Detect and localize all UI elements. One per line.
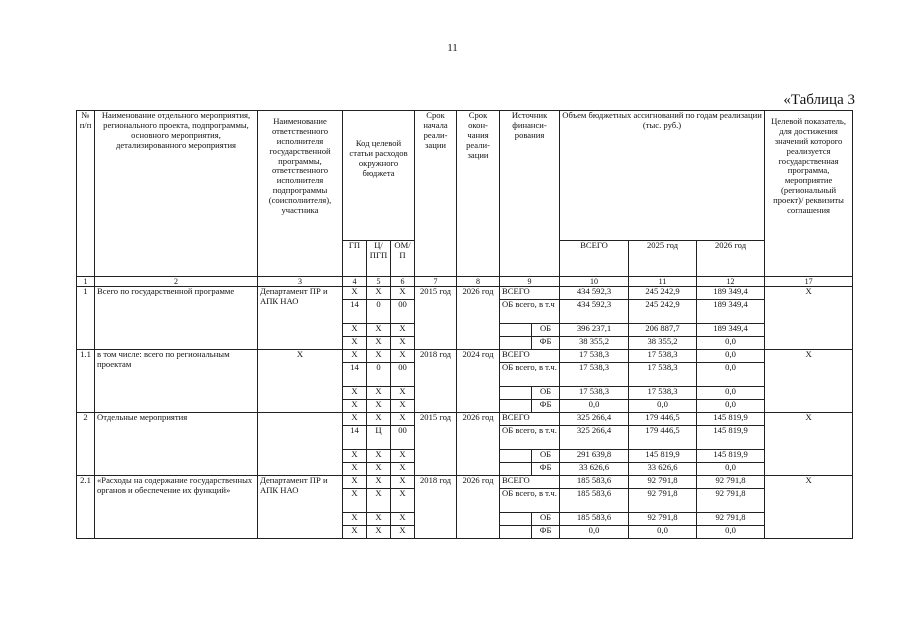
value-2026: 0,0 [697,363,765,387]
row-name: Всего по государственной программе [95,287,258,350]
code-om: 00 [391,426,415,450]
code-cpgp: Х [367,489,391,513]
code-cpgp: Х [367,287,391,300]
header-start: Срок начала реали- зации [415,111,457,277]
code-gp: Х [343,463,367,476]
code-cpgp: Х [367,463,391,476]
value-2025: 92 791,8 [629,476,697,489]
value-2025: 92 791,8 [629,513,697,526]
code-gp: Х [343,387,367,400]
code-om: Х [391,287,415,300]
code-om: Х [391,513,415,526]
value-2025: 206 887,7 [629,324,697,337]
row-responsible: Х [258,350,343,413]
value-total: 434 592,3 [560,287,629,300]
source-indent [500,324,532,337]
page-number: 11 [447,42,458,54]
row-name: в том числе: всего по региональным проектам [95,350,258,413]
row-target: Х [765,287,853,350]
row-name: Отдельные мероприятия [95,413,258,476]
source: ВСЕГО [500,413,560,426]
row-responsible [258,413,343,476]
code-cpgp: Х [367,324,391,337]
source: ВСЕГО [500,476,560,489]
header-number: № п/п [77,111,95,277]
header-code-gp: ГП [343,241,367,277]
col-num: 11 [629,277,697,287]
code-cpgp: Х [367,413,391,426]
header-volume: Объем бюджетных ассигнований по годам реализации (тыс. руб.) [560,111,765,241]
code-om: Х [391,463,415,476]
value-total: 33 626,6 [560,463,629,476]
value-2026: 92 791,8 [697,476,765,489]
table-row [77,413,853,426]
code-om: Х [391,450,415,463]
code-cpgp: Х [367,450,391,463]
code-gp: Х [343,513,367,526]
value-total: 325 266,4 [560,426,629,450]
value-total: 396 237,1 [560,324,629,337]
source-indent [500,526,532,539]
code-cpgp: Х [367,476,391,489]
header-code-om: ОМ/ П [391,241,415,277]
value-total: 185 583,6 [560,489,629,513]
code-om: Х [391,387,415,400]
code-om: Х [391,324,415,337]
code-gp: 14 [343,426,367,450]
code-om: 00 [391,363,415,387]
code-gp: 14 [343,363,367,387]
code-gp: Х [343,350,367,363]
value-2025: 145 819,9 [629,450,697,463]
value-2026: 0,0 [697,463,765,476]
row-target: Х [765,350,853,413]
value-2025: 179 446,5 [629,426,697,450]
col-num: 2 [95,277,258,287]
row-target: Х [765,476,853,539]
value-2025: 245 242,9 [629,300,697,324]
value-2025: 17 538,3 [629,387,697,400]
row-start: 2018 год [415,350,457,413]
code-gp: Х [343,476,367,489]
value-2025: 92 791,8 [629,489,697,513]
value-2026: 0,0 [697,350,765,363]
source-indent [500,463,532,476]
code-gp: Х [343,324,367,337]
row-name: «Расходы на содержание государственных органов и обеспечение их функций» [95,476,258,539]
source-sub: ФБ [532,526,560,539]
value-2026: 189 349,4 [697,287,765,300]
source-indent [500,387,532,400]
header-code: Код целевой статьи расходов окружного бюджета [343,111,415,241]
source: ОБ всего, в т.ч. [500,489,560,513]
value-2025: 245 242,9 [629,287,697,300]
header-name: Наименование отдельного мероприятия, регионального проекта, подпрограммы, основного мероприятия, детализированного мероприятия [95,111,258,277]
header-responsible: Наименование ответственного исполнителя государственной программы, ответственного исполнителя подпрограммы (соисполнителя), участника [258,111,343,277]
row-start: 2015 год [415,413,457,476]
value-2025: 179 446,5 [629,413,697,426]
source-indent [500,450,532,463]
value-total: 185 583,6 [560,513,629,526]
code-cpgp: 0 [367,300,391,324]
code-om: Х [391,489,415,513]
col-num: 7 [415,277,457,287]
header-end: Срок окон- чания реали- зации [457,111,500,277]
budget-table [76,110,853,539]
source-sub: ОБ [532,324,560,337]
table-title: «Таблица 3 [783,92,855,108]
row-responsible: Департамент ПР и АПК НАО [258,287,343,350]
value-total: 185 583,6 [560,476,629,489]
row-target: Х [765,413,853,476]
value-2025: 17 538,3 [629,350,697,363]
row-end: 2024 год [457,350,500,413]
code-gp: Х [343,489,367,513]
value-2025: 0,0 [629,400,697,413]
value-total: 291 639,8 [560,450,629,463]
col-num: 6 [391,277,415,287]
col-num: 9 [500,277,560,287]
value-2025: 17 538,3 [629,363,697,387]
code-cpgp: Х [367,387,391,400]
code-gp: Х [343,450,367,463]
value-2026: 145 819,9 [697,450,765,463]
source-sub: ОБ [532,513,560,526]
code-om: Х [391,337,415,350]
source-sub: ФБ [532,400,560,413]
source-sub: ФБ [532,337,560,350]
value-total: 0,0 [560,400,629,413]
col-num: 12 [697,277,765,287]
header-2026: 2026 год [697,241,765,277]
header-target: Целевой показатель, для достижения значений которого реализуется государственная программа, мероприятие (региональный проект)/ реквизиты соглашения [765,111,853,277]
col-num: 1 [77,277,95,287]
source-sub: ФБ [532,463,560,476]
source: ВСЕГО [500,350,560,363]
col-num: 3 [258,277,343,287]
header-code-cpgp: Ц/ ПГП [367,241,391,277]
code-gp: Х [343,400,367,413]
row-end: 2026 год [457,287,500,350]
source-sub: ОБ [532,387,560,400]
value-total: 17 538,3 [560,387,629,400]
row-number: 2 [77,413,95,476]
value-total: 434 592,3 [560,300,629,324]
code-cpgp: Х [367,337,391,350]
source: ВСЕГО [500,287,560,300]
value-total: 325 266,4 [560,413,629,426]
row-number: 2.1 [77,476,95,539]
col-num: 5 [367,277,391,287]
code-om: Х [391,526,415,539]
code-cpgp: Х [367,350,391,363]
row-end: 2026 год [457,413,500,476]
col-num: 4 [343,277,367,287]
value-2025: 33 626,6 [629,463,697,476]
row-end: 2026 год [457,476,500,539]
source-indent [500,513,532,526]
value-total: 38 355,2 [560,337,629,350]
value-total: 17 538,3 [560,363,629,387]
source-indent [500,337,532,350]
value-total: 0,0 [560,526,629,539]
table-row [77,350,853,363]
value-2026: 145 819,9 [697,426,765,450]
col-num: 17 [765,277,853,287]
code-cpgp: Х [367,400,391,413]
row-start: 2015 год [415,287,457,350]
code-om: Х [391,476,415,489]
row-number: 1 [77,287,95,350]
code-cpgp: 0 [367,363,391,387]
header-source: Источник финанси- рования [500,111,560,277]
code-om: Х [391,350,415,363]
code-gp: Х [343,413,367,426]
column-numbers-row [77,277,853,287]
source: ОБ всего, в т.ч [500,300,560,324]
value-2026: 0,0 [697,337,765,350]
code-gp: Х [343,337,367,350]
table-row [77,476,853,489]
code-gp: Х [343,526,367,539]
value-2025: 0,0 [629,526,697,539]
row-start: 2018 год [415,476,457,539]
col-num: 8 [457,277,500,287]
value-2026: 189 349,4 [697,300,765,324]
source: ОБ всего, в т.ч. [500,426,560,450]
table-row [77,287,853,300]
code-om: Х [391,400,415,413]
code-gp: Х [343,287,367,300]
source-indent [500,400,532,413]
value-2025: 38 355,2 [629,337,697,350]
code-cpgp: Ц [367,426,391,450]
value-2026: 92 791,8 [697,513,765,526]
value-2026: 145 819,9 [697,413,765,426]
source: ОБ всего, в т.ч. [500,363,560,387]
value-2026: 189 349,4 [697,324,765,337]
value-2026: 0,0 [697,387,765,400]
value-total: 17 538,3 [560,350,629,363]
row-responsible: Департамент ПР и АПК НАО [258,476,343,539]
code-cpgp: Х [367,513,391,526]
header-2025: 2025 год [629,241,697,277]
source-sub: ОБ [532,450,560,463]
col-num: 10 [560,277,629,287]
header-total: ВСЕГО [560,241,629,277]
code-gp: 14 [343,300,367,324]
value-2026: 0,0 [697,526,765,539]
code-cpgp: Х [367,526,391,539]
code-om: 00 [391,300,415,324]
row-number: 1.1 [77,350,95,413]
value-2026: 92 791,8 [697,489,765,513]
code-om: Х [391,413,415,426]
value-2026: 0,0 [697,400,765,413]
